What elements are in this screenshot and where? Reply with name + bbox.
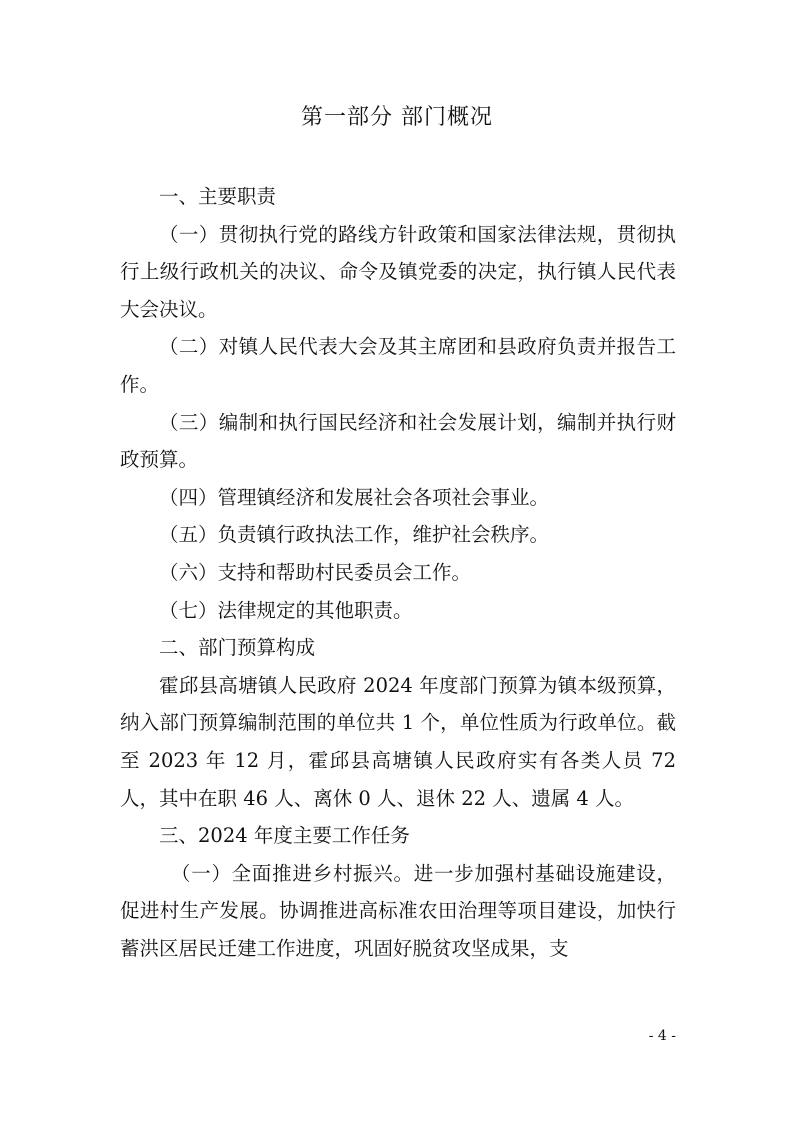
duty-item-7: （七）法律规定的其他职责。 bbox=[159, 598, 413, 622]
duty-item-3: （三）编制和执行国民经济和社会发展计划，编制并执行财政预算。 bbox=[120, 410, 676, 472]
duty-item-1: （一）贯彻执行党的路线方针政策和国家法律法规，贯彻执行上级行政机关的决议、命令及镇党委的决定，执行镇人民代表大会决议。 bbox=[120, 222, 676, 321]
section-heading-main-duties: 一、主要职责 bbox=[159, 185, 277, 208]
page-title: 第一部分 部门概况 bbox=[301, 105, 493, 130]
duty-item-6: （六）支持和帮助村民委员会工作。 bbox=[159, 560, 472, 584]
budget-composition-paragraph: 霍邱县高塘镇人民政府 2024 年度部门预算为镇本级预算，纳入部门预算编制范围的单位共 1 个，单位性质为行政单位。截至 2023 年 12 月，霍邱县高塘镇人民政府实有各类人员 72 人，其中在职 46 人、离休 0 人、退休 22 人、遗属 4 人。 bbox=[120, 673, 676, 810]
work-task-item-1: （一）全面推进乡村振兴。进一步加强村基础设施建设，促进村生产发展。协调推进高标准农田治理等项目建设，加快行蓄洪区居民迁建工作进度，巩固好脱贫攻坚成果，支 bbox=[120, 861, 676, 960]
section-heading-work-tasks: 三、2024 年度主要工作任务 bbox=[159, 824, 410, 848]
duty-item-4: （四）管理镇经济和发展社会各项社会事业。 bbox=[159, 485, 550, 509]
document-body bbox=[120, 178, 676, 967]
section-heading-budget-composition: 二、部门预算构成 bbox=[159, 636, 316, 660]
page-number: - 4 - bbox=[648, 1028, 676, 1044]
duty-item-2: （二）对镇人民代表大会及其主席团和县政府负责并报告工作。 bbox=[120, 335, 676, 396]
duty-item-5: （五）负责镇行政执法工作，维护社会秩序。 bbox=[159, 523, 550, 547]
